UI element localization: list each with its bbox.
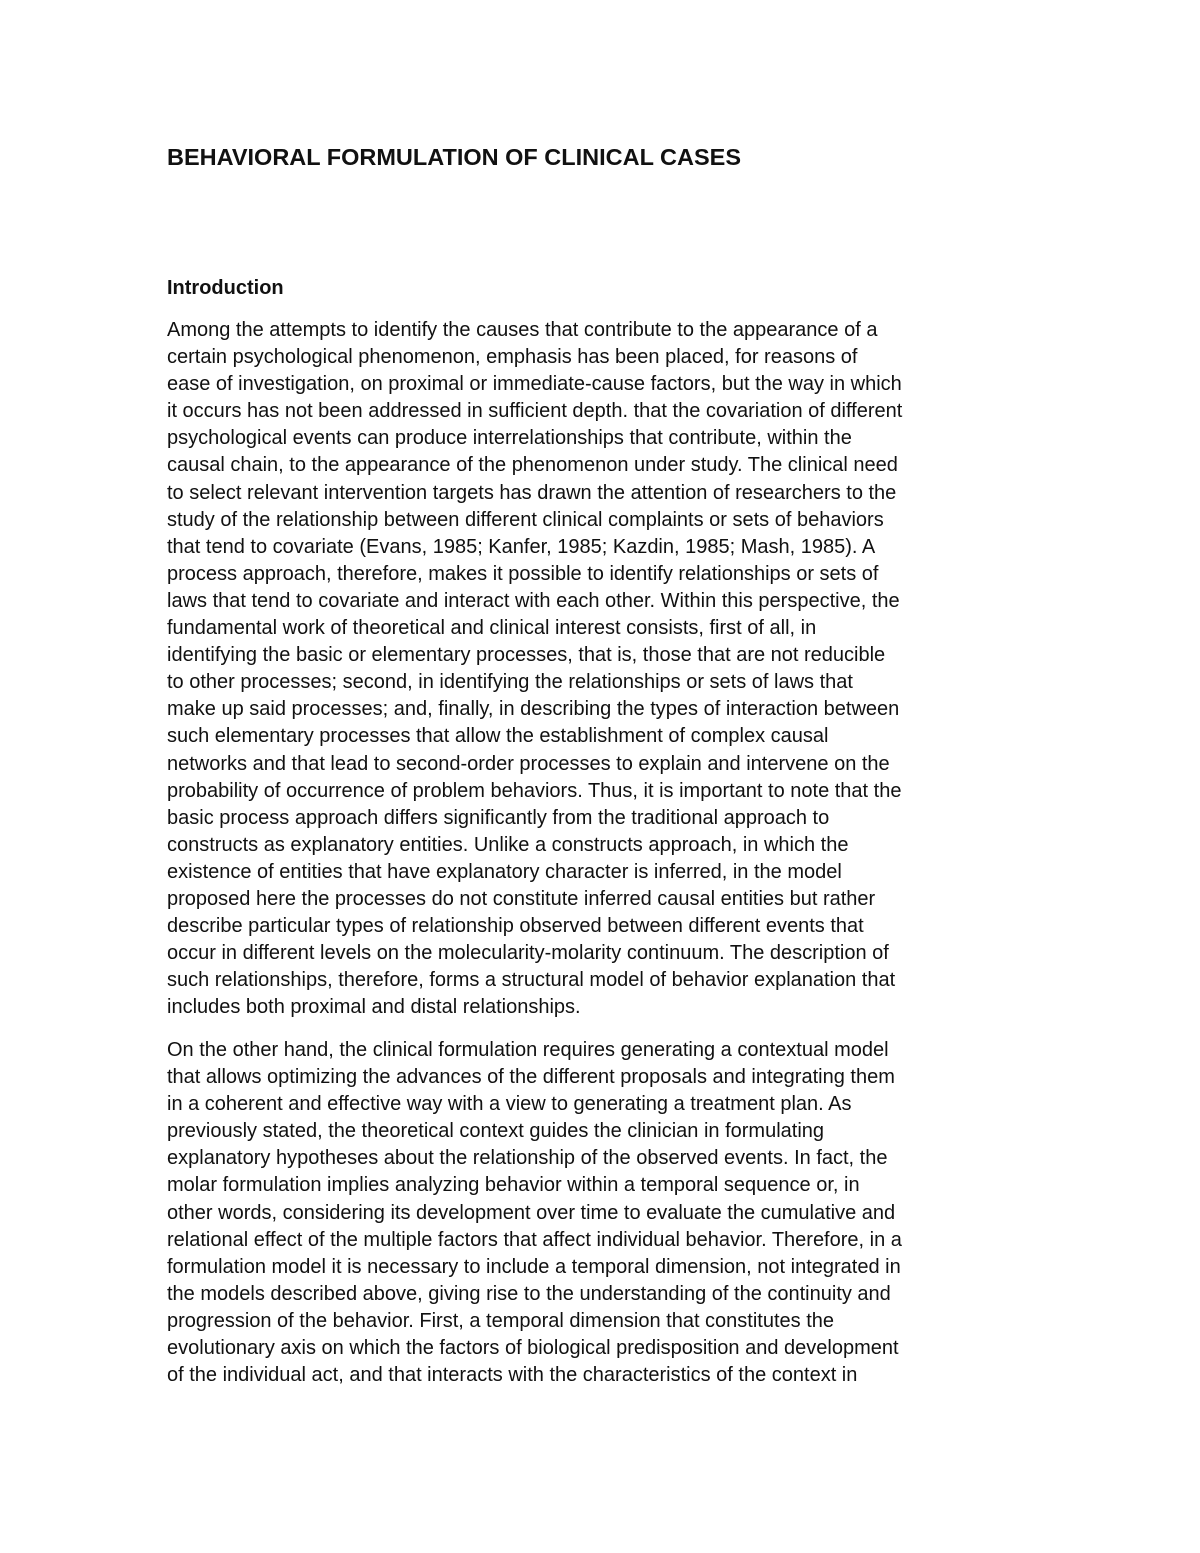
paragraph-line: study of the relationship between different clinical complaints or sets of behaviors	[167, 508, 884, 531]
paragraph-line: progression of the behavior. First, a temporal dimension that constitutes the	[167, 1309, 835, 1332]
paragraph-line: causal chain, to the appearance of the phenomenon under study. The clinical need	[167, 454, 898, 477]
paragraph-line: molar formulation implies analyzing behavior within a temporal sequence or, in	[167, 1174, 860, 1197]
paragraph-line: includes both proximal and distal relationships.	[167, 996, 581, 1019]
paragraph-line: laws that tend to covariate and interact with each other. Within this perspective, the	[167, 589, 900, 612]
paragraph-line: evolutionary axis on which the factors of biological predisposition and development	[167, 1337, 899, 1360]
paragraph-line: other words, considering its development over time to evaluate the cumulative and	[167, 1201, 896, 1224]
paragraph-line: occur in different levels on the molecularity-molarity continuum. The description of	[167, 942, 889, 965]
paragraph-line: of the individual act, and that interacts with the characteristics of the context in	[167, 1364, 858, 1387]
paragraph-line: in a coherent and effective way with a view to generating a treatment plan. As	[167, 1093, 852, 1116]
paragraph-line: explanatory hypotheses about the relationship of the observed events. In fact, the	[167, 1147, 888, 1170]
paragraph-line: previously stated, the theoretical context guides the clinician in formulating	[167, 1120, 825, 1143]
paragraph-line: that tend to covariate (Evans, 1985; Kanfer, 1985; Kazdin, 1985; Mash, 1985). A	[167, 535, 876, 558]
paragraph-line: Among the attempts to identify the causes that contribute to the appearance of a	[167, 319, 878, 341]
document-title: BEHAVIORAL FORMULATION OF CLINICAL CASES	[167, 144, 742, 170]
paragraph-line: ease of investigation, on proximal or immediate-cause factors, but the way in which	[167, 373, 902, 396]
paragraph-line: it occurs has not been addressed in sufficient depth. that the covariation of different	[167, 400, 903, 423]
paragraph-line: networks and that lead to second-order processes to explain and intervene on the	[167, 752, 890, 775]
paragraph-line: the models described above, giving rise to the understanding of the continuity and	[167, 1282, 891, 1305]
paragraph-line: that allows optimizing the advances of the different proposals and integrating them	[167, 1066, 895, 1089]
paragraph-line: On the other hand, the clinical formulation requires generating a contextual model	[167, 1039, 889, 1061]
paragraph-2	[167, 1037, 1047, 1389]
paragraph-line: fundamental work of theoretical and clinical interest consists, first of all, in	[167, 617, 817, 640]
paragraph-line: constructs as explanatory entities. Unlike a constructs approach, in which the	[167, 833, 849, 856]
paragraph-1	[167, 317, 1047, 1021]
paragraph-line: formulation model it is necessary to include a temporal dimension, not integrated in	[167, 1255, 901, 1278]
paragraph-line: describe particular types of relationship observed between different events that	[167, 915, 864, 938]
paragraph-line: process approach, therefore, makes it possible to identify relationships or sets of	[167, 562, 879, 585]
section-heading-introduction: Introduction	[167, 277, 284, 299]
paragraph-line: to other processes; second, in identifying the relationships or sets of laws that	[167, 671, 853, 694]
paragraph-line: proposed here the processes do not constitute inferred causal entities but rather	[167, 887, 876, 910]
paragraph-line: such elementary processes that allow the establishment of complex causal	[167, 725, 829, 748]
paragraph-line: probability of occurrence of problem behaviors. Thus, it is important to note that the	[167, 779, 902, 802]
paragraph-line: basic process approach differs significantly from the traditional approach to	[167, 806, 830, 829]
paragraph-line: to select relevant intervention targets has drawn the attention of researchers to the	[167, 481, 897, 504]
paragraph-line: such relationships, therefore, forms a structural model of behavior explanation that	[167, 969, 896, 992]
paragraph-line: existence of entities that have explanatory character is inferred, in the model	[167, 860, 842, 883]
paragraph-line: relational effect of the multiple factors that affect individual behavior. Therefore, in a	[167, 1228, 902, 1251]
paragraph-line: identifying the basic or elementary processes, that is, those that are not reducible	[167, 644, 886, 667]
paragraph-line: psychological events can produce interrelationships that contribute, within the	[167, 427, 852, 450]
paragraph-line: certain psychological phenomenon, emphasis has been placed, for reasons of	[167, 346, 858, 369]
paragraph-line: make up said processes; and, finally, in describing the types of interaction between	[167, 698, 900, 721]
